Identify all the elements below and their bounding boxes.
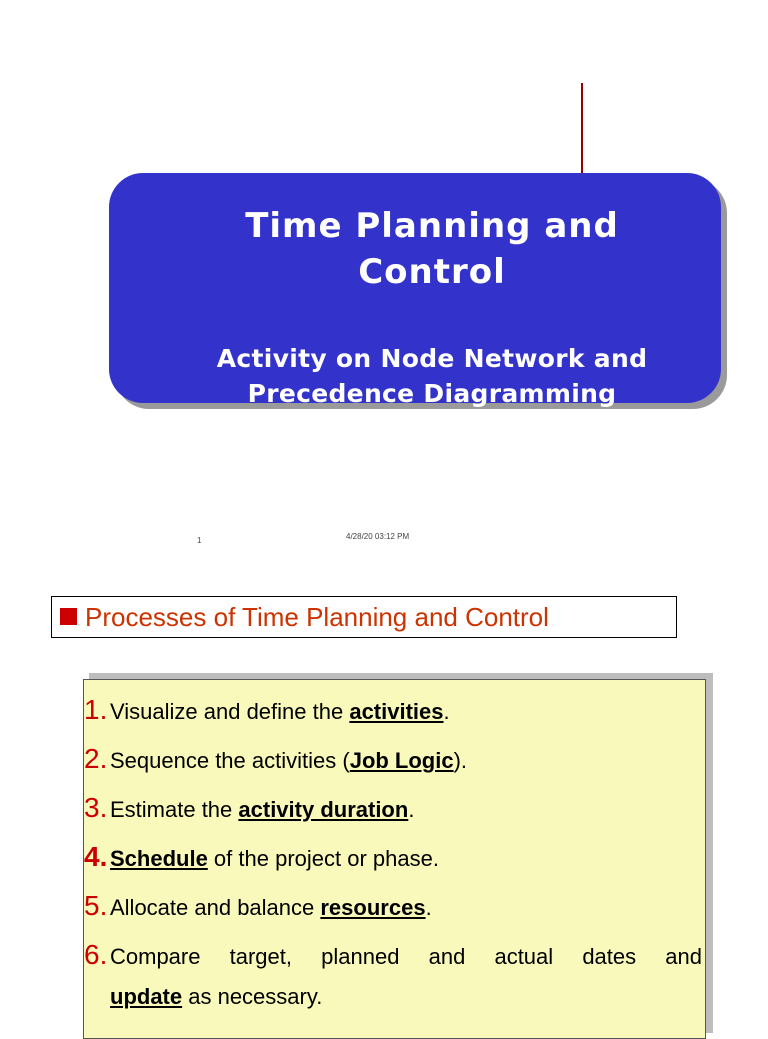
step-item (84, 743, 704, 775)
step-item (84, 841, 704, 873)
slide-subtitle-line-1: Activity on Node Network and (216, 344, 648, 373)
step-keyword: update (110, 984, 183, 1009)
slide-title-line-1: Time Planning and (245, 206, 619, 246)
step-text-before: Allocate and balance (110, 895, 321, 920)
step-text-after: of the project or phase. (207, 846, 439, 871)
step-number: 2. (84, 743, 108, 774)
step-text (110, 797, 414, 823)
step-number: 5. (84, 890, 108, 921)
step-word: actual (494, 944, 554, 969)
section-title: Processes of Time Planning and Control (85, 601, 549, 632)
step-number: 6. (84, 939, 108, 970)
step-text-after: . (408, 797, 415, 822)
connector-line (581, 83, 583, 175)
step-item (84, 939, 704, 971)
slide-number: 1 (197, 536, 202, 545)
step-text-after: ). (453, 748, 468, 773)
step-keyword: Schedule (110, 846, 208, 871)
step-word: Compare (110, 944, 201, 969)
slide-title (109, 203, 721, 295)
step-keyword: resources (320, 895, 426, 920)
step-word: dates (582, 944, 637, 969)
step-item (84, 694, 704, 726)
step-text-after: . (443, 699, 450, 724)
slide-subtitle (109, 341, 721, 411)
step-keyword: activity duration (238, 797, 409, 822)
steps-box (83, 679, 706, 1039)
step-word: and (428, 944, 466, 969)
step-text-after: as necessary. (182, 984, 323, 1009)
step-text (110, 984, 322, 1010)
step-item (84, 890, 704, 922)
step-number: 4. (84, 841, 108, 872)
slide-subtitle-line-2: Precedence Diagramming (247, 379, 617, 408)
step-keyword: activities (349, 699, 444, 724)
step-number: 3. (84, 792, 108, 823)
step-text (110, 944, 702, 970)
step-text (110, 846, 439, 872)
step-text-after: . (425, 895, 432, 920)
step-text (110, 895, 432, 921)
step-text-before: Sequence the activities ( (110, 748, 350, 773)
title-box (109, 173, 721, 408)
section-header (51, 596, 677, 638)
step-keyword: Job Logic (349, 748, 454, 773)
bullet-square-icon (60, 608, 77, 625)
step-text-before: Visualize and define the (110, 699, 350, 724)
slide-timestamp: 4/28/20 03:12 PM (346, 532, 410, 541)
slide-title-line-2: Control (358, 252, 506, 292)
step-text (110, 699, 450, 725)
step-text-before: Estimate the (110, 797, 239, 822)
step-word: planned (321, 944, 400, 969)
step-word: target, (229, 944, 292, 969)
step-text (110, 748, 467, 774)
step-number: 1. (84, 694, 108, 725)
step-word: and (665, 944, 702, 969)
step-item (84, 792, 704, 824)
